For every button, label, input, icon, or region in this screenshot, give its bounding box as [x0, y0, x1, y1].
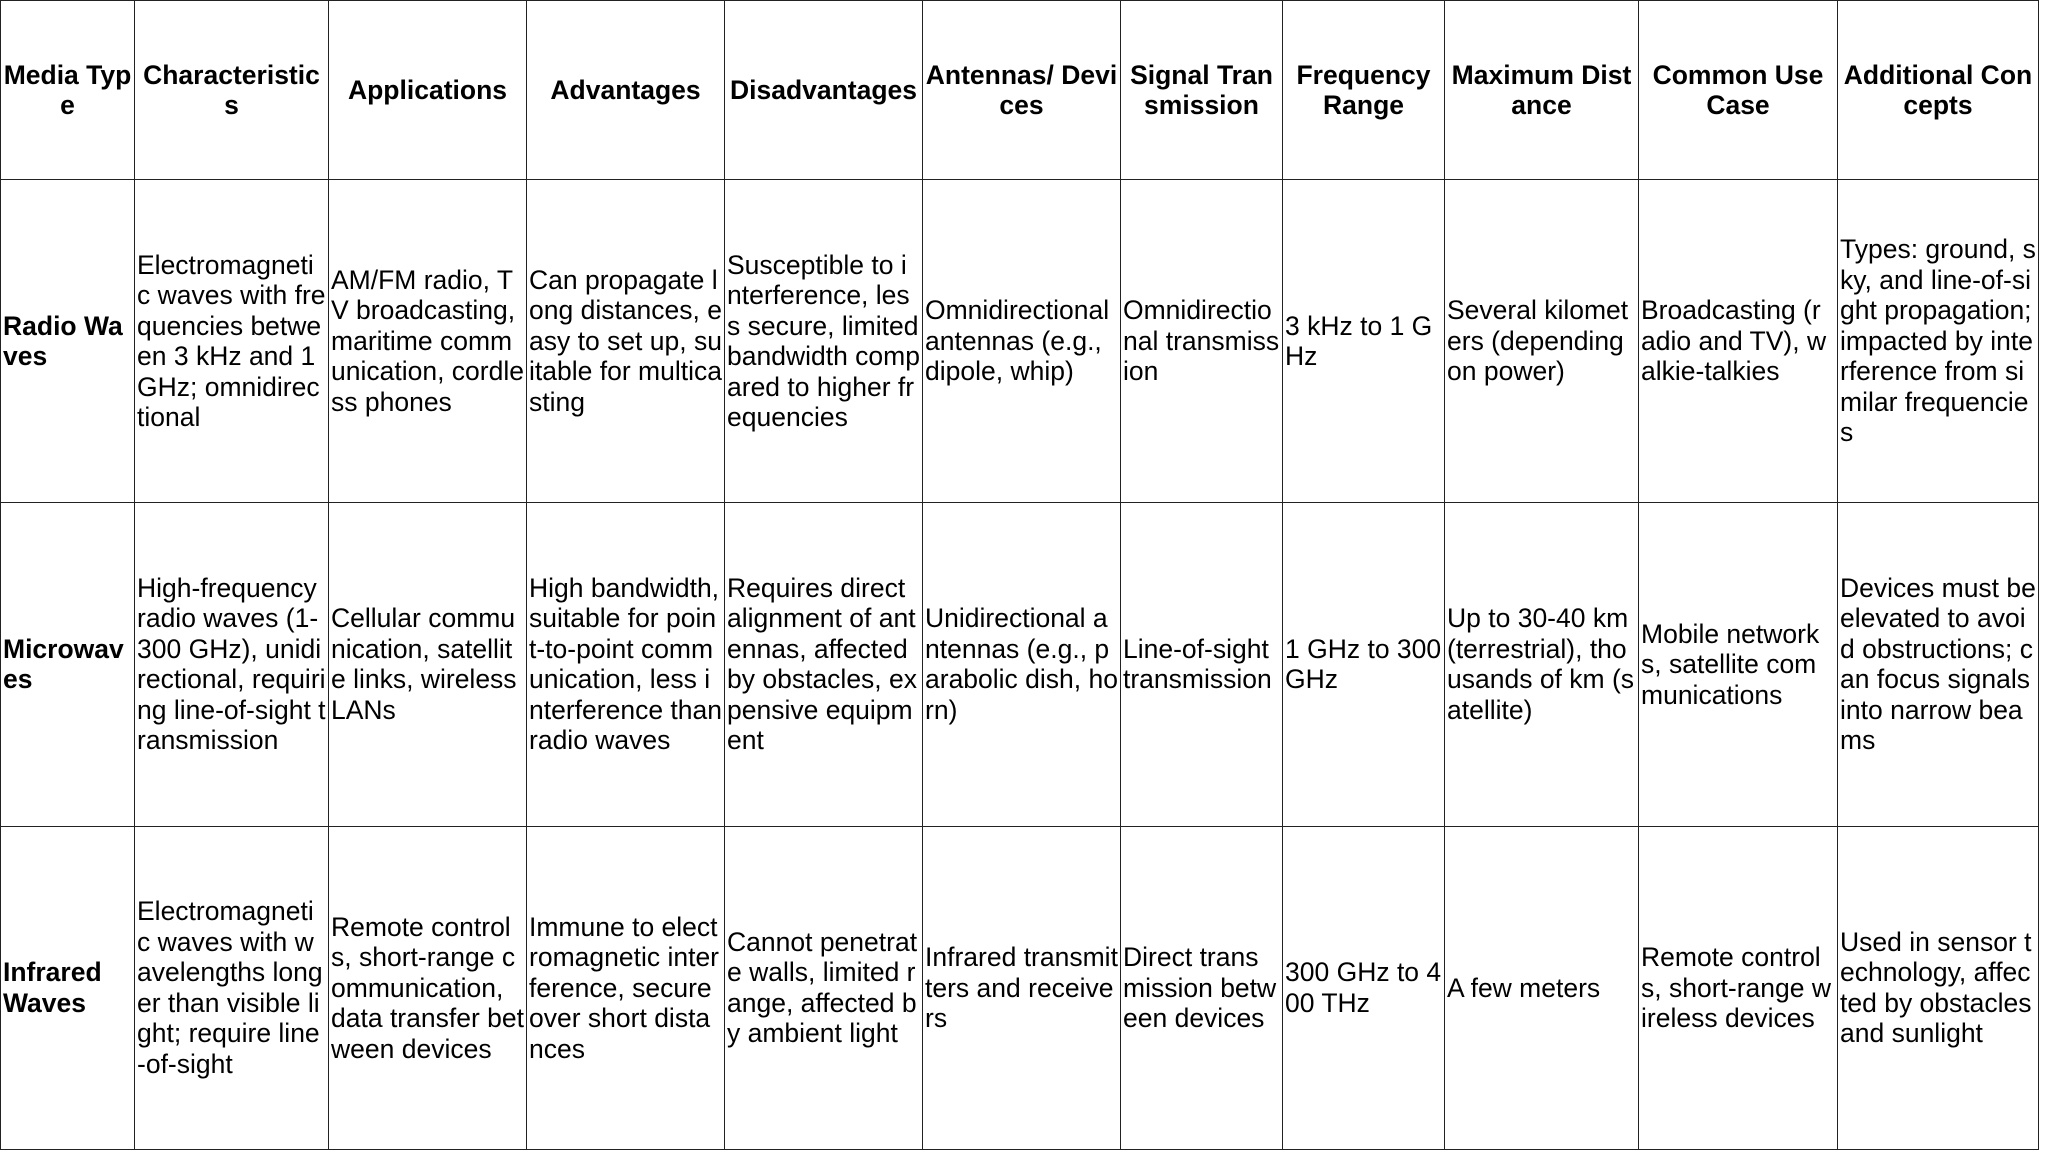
table-header [1, 1, 2039, 180]
cell-disadvantages: Susceptible to interference, less secure, limited bandwidth compared to higher frequencies [725, 180, 923, 503]
cell-maximum-distance: A few meters [1445, 826, 1639, 1149]
cell-frequency-range: 3 kHz to 1 GHz [1283, 180, 1445, 503]
cell-additional-concepts: Types: ground, sky, and line-of-sight propagation; impacted by interference from similar frequencies [1838, 180, 2039, 503]
cell-advantages: High bandwidth, suitable for point-to-point communication, less interference than radio waves [527, 503, 725, 826]
header-additional-concepts: Additional Concepts [1838, 1, 2039, 180]
cell-maximum-distance: Several kilometers (depending on power) [1445, 180, 1639, 503]
cell-signal-transmission: Line-of-sight transmission [1121, 503, 1283, 826]
cell-common-use-case: Broadcasting (radio and TV), walkie-talkies [1639, 180, 1838, 503]
header-antennas-devices: Antennas/ Devices [923, 1, 1121, 180]
cell-applications: AM/FM radio, TV broadcasting, maritime communication, cordless phones [329, 180, 527, 503]
cell-maximum-distance: Up to 30-40 km (terrestrial), thousands of km (satellite) [1445, 503, 1639, 826]
cell-media-type: Microwaves [1, 503, 135, 826]
header-frequency-range: Frequency Range [1283, 1, 1445, 180]
table-row-radio-waves [1, 180, 2039, 503]
cell-antennas-devices: Unidirectional antennas (e.g., parabolic dish, horn) [923, 503, 1121, 826]
header-row [1, 1, 2039, 180]
cell-additional-concepts: Used in sensor technology, affected by obstacles and sunlight [1838, 826, 2039, 1149]
cell-advantages: Immune to electromagnetic interference, secure over short distances [527, 826, 725, 1149]
header-disadvantages: Disadvantages [725, 1, 923, 180]
cell-characteristics: Electromagnetic waves with frequencies between 3 kHz and 1 GHz; omnidirectional [135, 180, 329, 503]
header-advantages: Advantages [527, 1, 725, 180]
cell-characteristics: High-frequency radio waves (1-300 GHz), unidirectional, requiring line-of-sight transmission [135, 503, 329, 826]
cell-common-use-case: Remote controls, short-range wireless devices [1639, 826, 1838, 1149]
cell-additional-concepts: Devices must be elevated to avoid obstructions; can focus signals into narrow beams [1838, 503, 2039, 826]
cell-signal-transmission: Direct transmission between devices [1121, 826, 1283, 1149]
cell-disadvantages: Requires direct alignment of antennas, affected by obstacles, expensive equipment [725, 503, 923, 826]
cell-characteristics: Electromagnetic waves with wavelengths longer than visible light; require line-of-sight [135, 826, 329, 1149]
cell-media-type: Infrared Waves [1, 826, 135, 1149]
table-row-microwaves [1, 503, 2039, 826]
header-applications: Applications [329, 1, 527, 180]
header-common-use-case: Common Use Case [1639, 1, 1838, 180]
table-row-infrared-waves [1, 826, 2039, 1149]
table-body [1, 180, 2039, 1150]
header-signal-transmission: Signal Transmission [1121, 1, 1283, 180]
cell-frequency-range: 300 GHz to 400 THz [1283, 826, 1445, 1149]
header-media-type: Media Type [1, 1, 135, 180]
cell-antennas-devices: Infrared transmitters and receivers [923, 826, 1121, 1149]
cell-signal-transmission: Omnidirectional transmission [1121, 180, 1283, 503]
cell-applications: Remote controls, short-range communication, data transfer between devices [329, 826, 527, 1149]
cell-advantages: Can propagate long distances, easy to set up, suitable for multicasting [527, 180, 725, 503]
cell-antennas-devices: Omnidirectional antennas (e.g., dipole, whip) [923, 180, 1121, 503]
header-characteristics: Characteristics [135, 1, 329, 180]
cell-applications: Cellular communication, satellite links, wireless LANs [329, 503, 527, 826]
cell-disadvantages: Cannot penetrate walls, limited range, affected by ambient light [725, 826, 923, 1149]
cell-frequency-range: 1 GHz to 300 GHz [1283, 503, 1445, 826]
header-maximum-distance: Maximum Distance [1445, 1, 1639, 180]
cell-media-type: Radio Waves [1, 180, 135, 503]
cell-common-use-case: Mobile networks, satellite communications [1639, 503, 1838, 826]
